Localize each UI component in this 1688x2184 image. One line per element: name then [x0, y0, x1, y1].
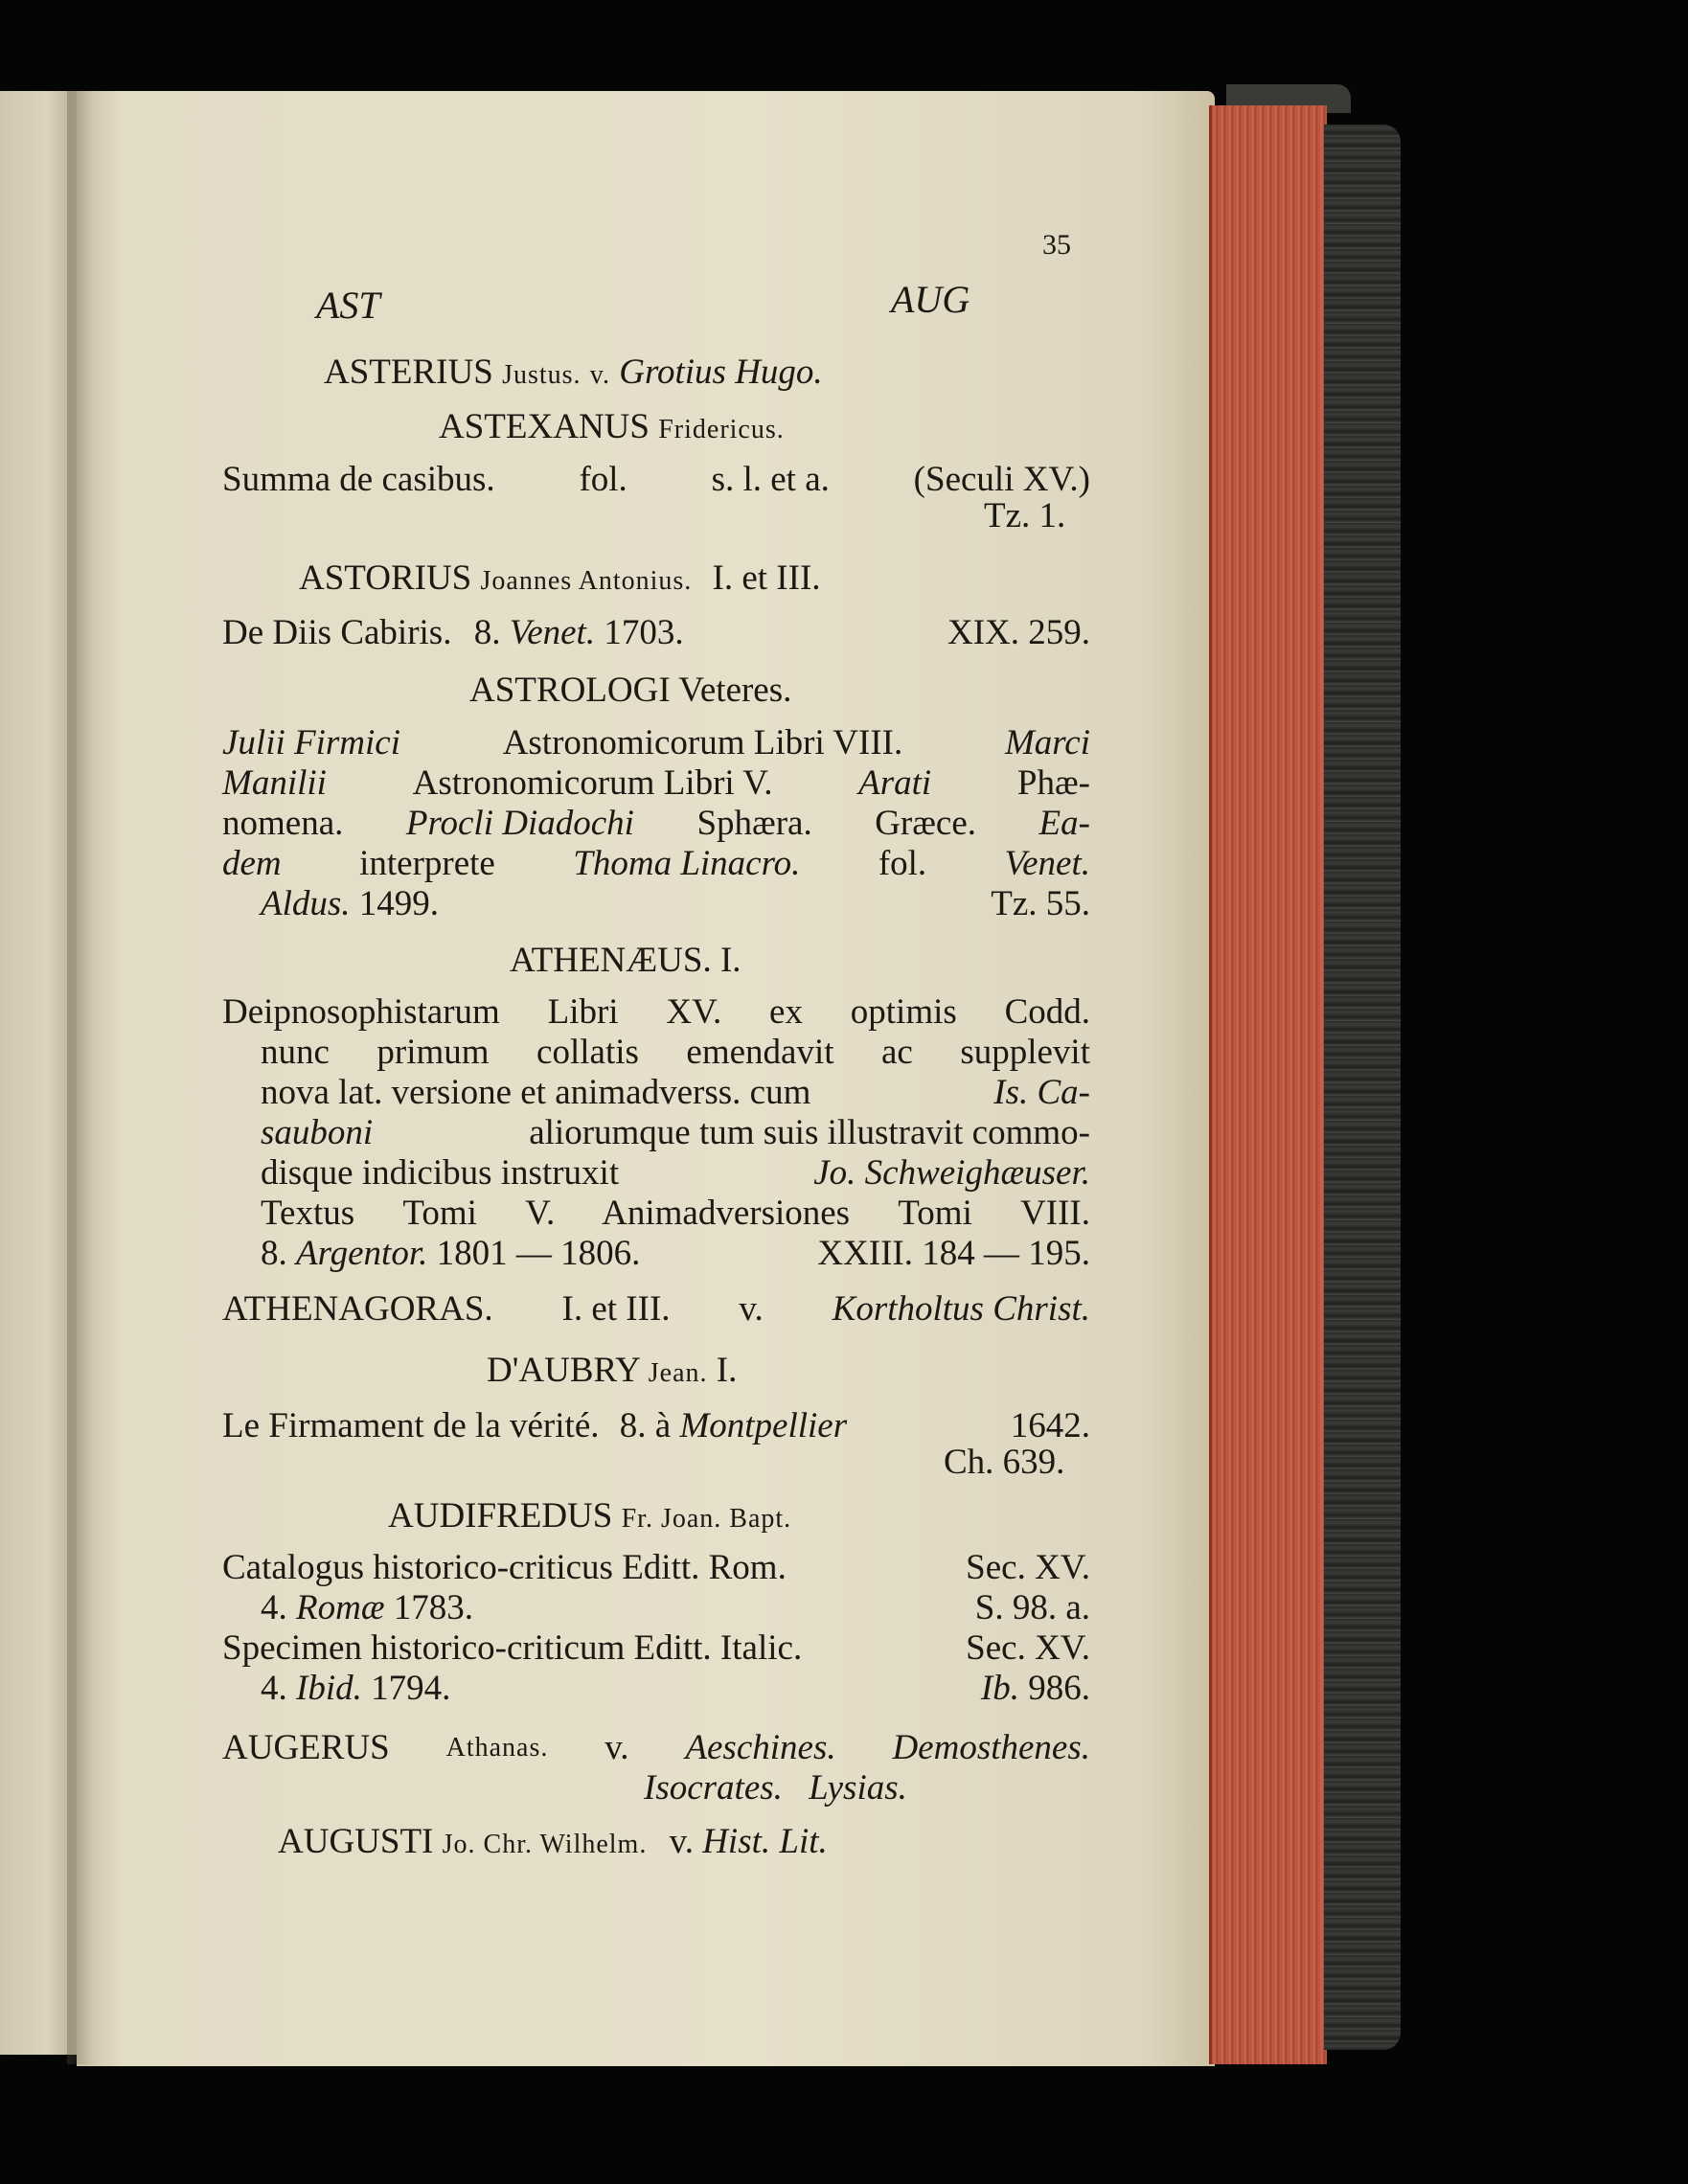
entry-aubry-line1: Le Firmament de la vérité. 8. à Montpellier 1642.	[222, 1406, 1090, 1445]
entry-astexanus-heading: ASTEXANUS Fridericus.	[439, 407, 785, 446]
entry-aubry-ref: Ch. 639.	[944, 1443, 1065, 1482]
entry-athenaeus-line3: nova lat. versione et animadverss. cum Is. Ca-	[261, 1073, 1090, 1112]
entry-athenaeus-line4: sauboni aliorumque tum suis illustravit commo-	[261, 1113, 1090, 1152]
entry-athenaeus-line7: 8. Argentor. 1801 — 1806. XXIII. 184 — 195.	[261, 1234, 1090, 1273]
entry-astrologi-line3: nomena. Procli Diadochi Sphæra. Græce. Ea-	[222, 804, 1090, 843]
entry-athenaeus-line5: disque indicibus instruxit Jo. Schweighæuser.	[261, 1153, 1090, 1193]
entry-astrologi-line1: Julii Firmici Astronomicorum Libri VIII. Marci	[222, 723, 1090, 762]
page-number: 35	[1042, 229, 1071, 261]
entry-audifredus-heading: AUDIFREDUS Fr. Joan. Bapt.	[388, 1496, 792, 1536]
entry-athenaeus-line1: Deipnosophistarum Libri XV. ex optimis Codd.	[222, 992, 1090, 1032]
entry-astrologi-line4: dem interprete Thoma Linacro. fol. Venet.	[222, 844, 1090, 883]
book-cover	[1324, 125, 1401, 2050]
entry-augerus-line2: Isocrates. Lysias.	[644, 1768, 907, 1808]
entry-audifredus-line2: 4. Romæ 1783. S. 98. a.	[261, 1588, 1090, 1627]
entry-augusti: AUGUSTI Jo. Chr. Wilhelm. v. Hist. Lit.	[278, 1822, 828, 1861]
entry-astorius-heading: ASTORIUS Joannes Antonius. I. et III.	[299, 558, 821, 598]
left-page-edge	[0, 91, 77, 2055]
header-left: AST	[316, 284, 380, 327]
entry-astrologi-heading: ASTROLOGI Veteres.	[469, 671, 792, 710]
entry-astexanus-ref: Tz. 1.	[984, 496, 1066, 535]
entry-astexanus-line1: Summa de casibus. fol. s. l. et a. (Seculi XV.)	[222, 460, 1090, 499]
entry-asterius: ASTERIUS Justus. v. Grotius Hugo.	[324, 353, 823, 392]
entry-astrologi-line2: Manilii Astronomicorum Libri V. Arati Phæ-	[222, 763, 1090, 803]
entry-athenagoras: ATHENAGORAS. I. et III. v. Kortholtus Christ.	[222, 1289, 1090, 1329]
entry-astrologi-line5: Aldus. 1499. Tz. 55.	[261, 884, 1090, 923]
entry-aubry-heading: D'AUBRY Jean. I.	[487, 1351, 738, 1390]
entry-audifredus-line1: Catalogus historico-criticus Editt. Rom. Sec. XV.	[222, 1548, 1090, 1587]
entry-athenaeus-line6: Textus Tomi V. Animadversiones Tomi VIII.	[261, 1194, 1090, 1233]
entry-audifredus-line3: Specimen historico-criticum Editt. Italic. Sec. XV.	[222, 1628, 1090, 1668]
page-gutter	[67, 91, 94, 2064]
entry-audifredus-line4: 4. Ibid. 1794. Ib. 986.	[261, 1669, 1090, 1708]
page-edges	[1209, 105, 1327, 2064]
entry-athenaeus-line2: nunc primum collatis emendavit ac supplevit	[261, 1033, 1090, 1072]
entry-athenaeus-heading: ATHENÆUS. I.	[510, 941, 741, 980]
entry-augerus-line1: AUGERUS Athanas. v. Aeschines. Demosthenes.	[222, 1728, 1090, 1767]
header-right: AUG	[891, 278, 970, 321]
entry-astorius-line1: De Diis Cabiris. 8. Venet. 1703. XIX. 259.	[222, 613, 1090, 652]
